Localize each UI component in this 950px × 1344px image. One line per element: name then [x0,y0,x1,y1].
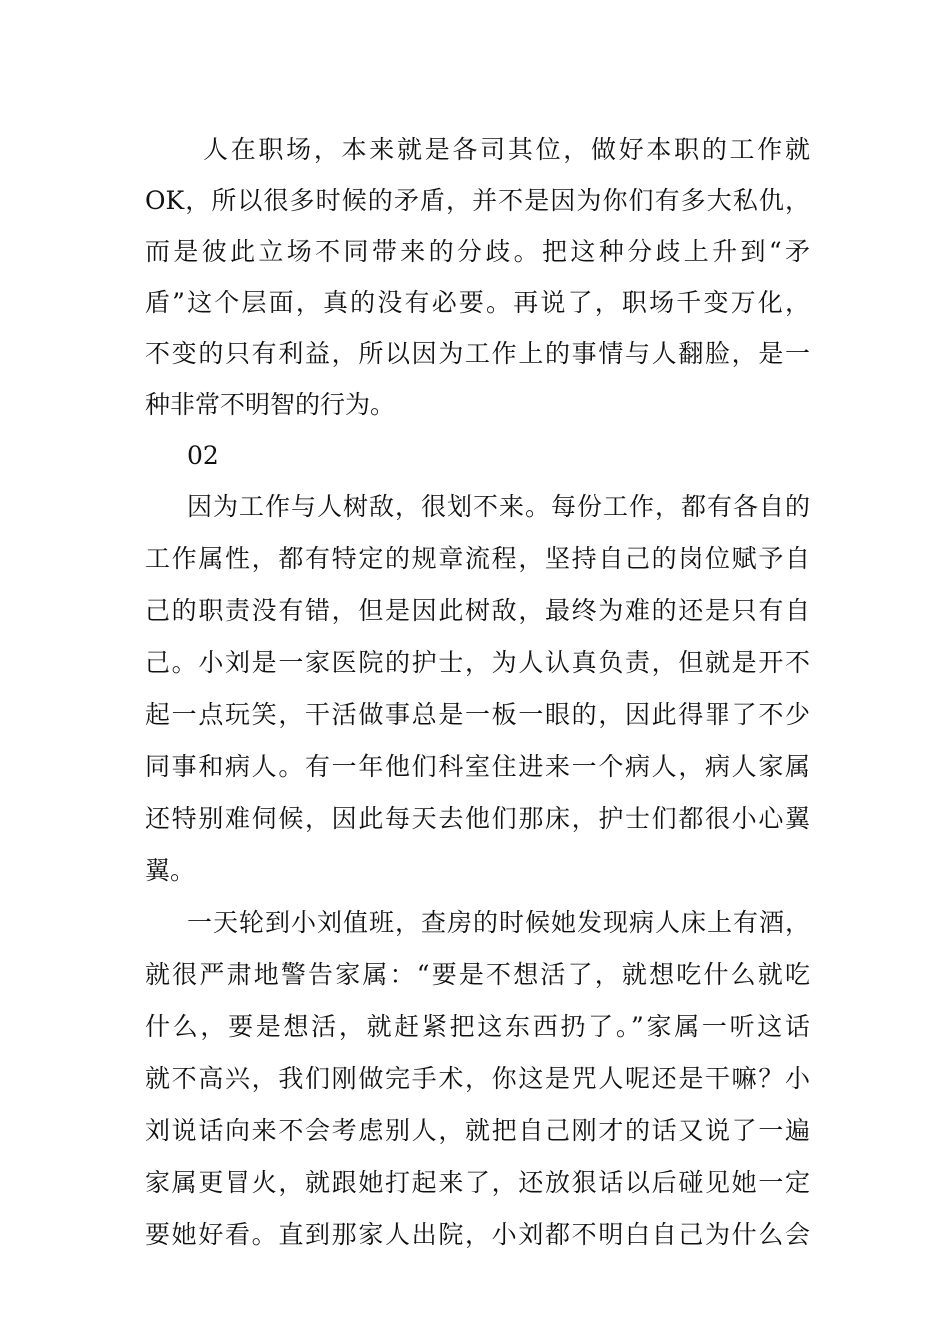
paragraph-2-line-3: 己的职责没有错，但是因此树敌，最终为难的还是只有自 [145,596,810,625]
paragraph-3-line-5: 刘说话向来不会考虑别人，就把自己刚才的话又说了一遍 [145,1116,810,1145]
paragraph-2-line-7: 还特别难伺候，因此每天去他们那床，护士们都很小心翼 [145,804,810,833]
paragraph-2-line-5: 起一点玩笑，干活做事总是一板一眼的，因此得罪了不少 [145,700,810,729]
paragraph-3-line-3: 什么，要是想活，就赶紧把这东西扔了。”家属一听这话 [145,1012,810,1041]
paragraph-3-line-2: 就很严肃地警告家属：“要是不想活了，就想吃什么就吃 [145,960,810,989]
paragraph-2-line-4: 己。小刘是一家医院的护士，为人认真负责，但就是开不 [145,648,810,677]
paragraph-2-line-1: 因为工作与人树敌，很划不来。每份工作，都有各自的 [187,492,810,521]
paragraph-2-line-2: 工作属性，都有特定的规章流程，坚持自己的岗位赋予自 [145,544,810,573]
paragraph-1-line-1: 人在职场，本来就是各司其位，做好本职的工作就 [203,135,810,164]
paragraph-2-line-6: 同事和病人。有一年他们科室住进来一个病人，病人家属 [145,752,810,781]
paragraph-3-line-4: 就不高兴，我们刚做完手术，你这是咒人呢还是干嘛？小 [145,1064,810,1093]
document-body [145,124,810,1294]
paragraph-3-line-1: 一天轮到小刘值班，查房的时候她发现病人床上有酒， [187,908,810,937]
paragraph-3-line-7: 要她好看。直到那家人出院，小刘都不明白自己为什么会 [145,1220,810,1249]
paragraph-2-line-8: 翼。 [145,856,196,885]
paragraph-1-line-4: 盾”这个层面，真的没有必要。再说了，职场千变万化， [145,288,810,317]
paragraph-1-line-3: 而是彼此立场不同带来的分歧。把这种分歧上升到“矛 [145,237,810,266]
section-number: 02 [187,441,219,470]
paragraph-1-line-5: 不变的只有利益，所以因为工作上的事情与人翻脸，是一 [145,339,810,368]
paragraph-1-line-2: OK，所以很多时候的矛盾，并不是因为你们有多大私仇， [145,186,810,215]
paragraph-1-line-6: 种非常不明智的行为。 [145,390,396,419]
paragraph-3-line-6: 家属更冒火，就跟她打起来了，还放狠话以后碰见她一定 [145,1168,810,1197]
